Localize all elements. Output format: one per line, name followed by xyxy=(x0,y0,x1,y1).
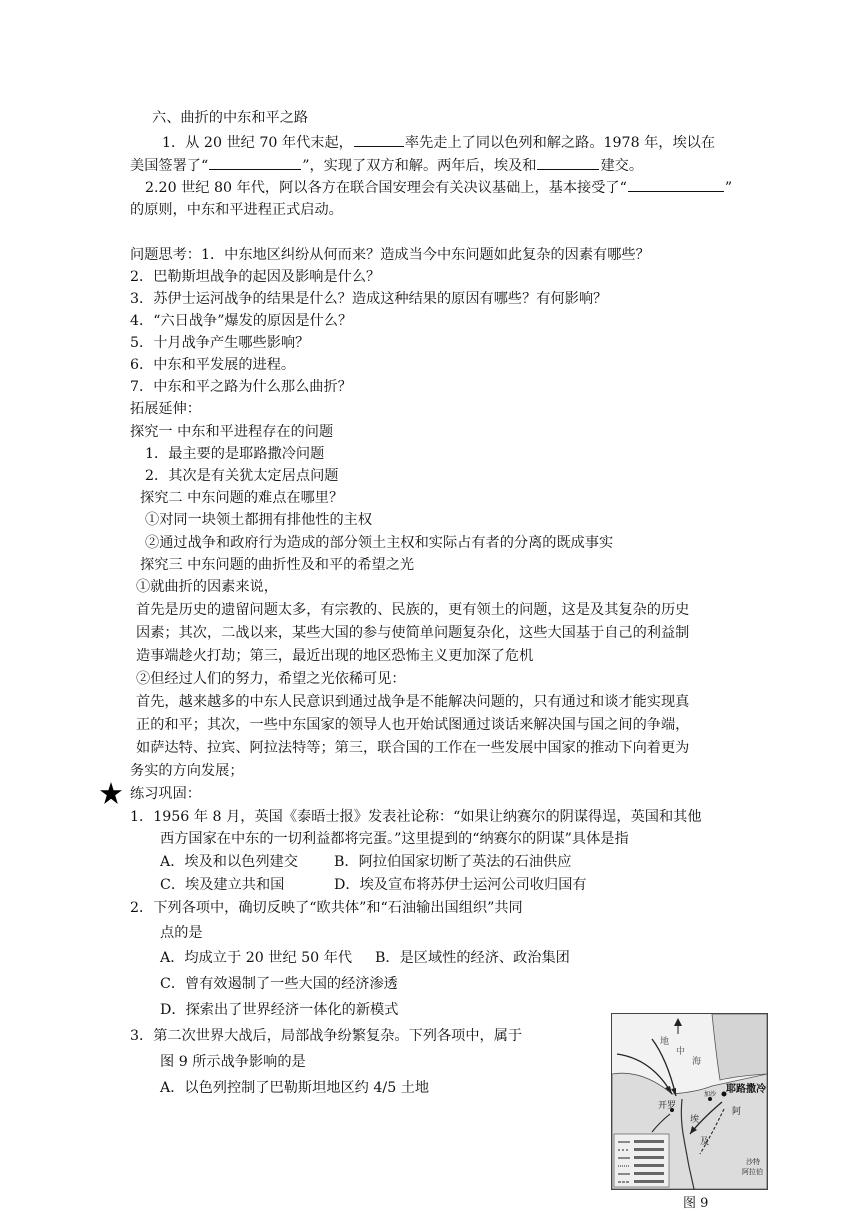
question-line-7: 7．中东和平之路为什么那么曲折？ xyxy=(130,379,352,395)
q3-option-a[interactable]: A．以色列控制了巴勒斯坦地区约 4/5 土地 xyxy=(160,1080,430,1096)
p1-text-d: ”，实现了双方和解。两年后，埃及和 xyxy=(302,158,537,174)
inquiry-3-para-1-line-2: 因素；其次，二战以来，某些大国的参与使简单问题复杂化，这些大国基于自己的利益制 xyxy=(136,625,690,641)
q1-option-c[interactable]: C．埃及建立共和国 xyxy=(160,877,285,893)
q1-line-2: 西方国家在中东的一切利益都将完蛋。”这里提到的“纳赛尔的阴谋”具体是指 xyxy=(160,831,629,847)
map-label-arab: 阿 xyxy=(732,1107,742,1117)
section-title: 六、曲折的中东和平之路 xyxy=(152,110,309,126)
inquiry-1-title: 探究一 中东和平进程存在的问题 xyxy=(130,424,334,440)
map-label-jerusalem: 耶路撒冷 xyxy=(726,1084,766,1095)
q2-option-b[interactable]: B．是区域性的经济、政治集团 xyxy=(375,950,570,966)
fill-paragraph-2-line-2: 的原则，中东和平进程正式启动。 xyxy=(130,202,343,218)
map-label-gaza: 加沙 xyxy=(704,1091,717,1098)
q2-option-d[interactable]: D．探索出了世界经济一体化的新模式 xyxy=(160,1002,399,1018)
inquiry-3-para-1-line-3: 造事端趁火打劫；第三，最近出现的地区恐怖主义更加深了危机 xyxy=(136,648,534,664)
fill-paragraph-1-line-1 xyxy=(162,132,715,153)
p1-text-a: 1．从 20 世纪 70 年代末起， xyxy=(162,135,353,151)
inquiry-3-sub-2: ②但经过人们的努力，希望之光依稀可见： xyxy=(136,671,406,687)
map-label-egypt-1: 埃 xyxy=(690,1115,700,1125)
practice-title: 练习巩固： xyxy=(130,786,201,802)
p1-text-c: 美国签署了“ xyxy=(130,158,209,174)
q2-option-c[interactable]: C．曾有效遏制了一些大国的经济渗透 xyxy=(160,976,398,992)
map-label-sea-3: 海 xyxy=(692,1057,702,1067)
fill-paragraph-2-line-1 xyxy=(145,177,732,198)
q1-line-1: 1．1956 年 8 月，英国《泰晤士报》发表社论称：“如果让纳赛尔的阴谋得逞，英国和其他 xyxy=(130,809,702,825)
inquiry-2-item-2: ②通过战争和政府行为造成的部分领土主权和实际占有者的分离的既成事实 xyxy=(145,535,614,551)
q2-line-2: 点的是 xyxy=(160,925,203,941)
q2-line-1: 2．下列各项中，确切反映了“欧共体”和“石油输出国组织”共同 xyxy=(130,900,523,916)
map-label-saudi: 沙特 xyxy=(746,1158,760,1166)
p1-text-e: 建交。 xyxy=(600,158,644,174)
p2-text-a: 2.20 世纪 80 年代，阿以各方在联合国安理会有关决议基础上，基本接受了“ xyxy=(145,180,627,196)
map-label-sea-2: 中 xyxy=(676,1047,686,1057)
q1-option-d[interactable]: D．埃及宣布将苏伊士运河公司收归国有 xyxy=(334,877,587,893)
question-line-4: 4．“六日战争”爆发的原因是什么？ xyxy=(130,313,353,329)
question-line-2: 2．巴勒斯坦战争的起因及影响是什么？ xyxy=(130,269,381,285)
answer-blank-4[interactable] xyxy=(628,177,724,192)
question-line-3: 3．苏伊士运河战争的结果是什么？造成这种结果的原因有哪些？有何影响？ xyxy=(130,291,608,307)
q1-option-a[interactable]: A．埃及和以色列建交 xyxy=(160,854,298,870)
inquiry-3-para-2-line-1: 首先，越来越多的中东人民意识到通过战争是不能解决问题的，只有通过和谈才能实现真 xyxy=(136,694,690,710)
map-label-cairo: 开罗 xyxy=(658,1101,677,1111)
answer-blank-2[interactable] xyxy=(209,155,301,170)
inquiry-2-item-1: ①对同一块领土都拥有排他性的主权 xyxy=(145,512,373,528)
p2-text-b: ” xyxy=(724,180,733,196)
answer-blank-1[interactable] xyxy=(354,132,404,147)
question-line-5: 5．十月战争产生哪些影响？ xyxy=(130,335,310,351)
inquiry-3-para-1-line-1: 首先是历史的遗留问题太多，有宗教的、民族的，更有领土的问题，这是及其复杂的历史 xyxy=(136,602,690,618)
inquiry-3-title: 探究三 中东问题的曲折性及和平的希望之光 xyxy=(140,557,415,573)
inquiry-3-para-2-line-2: 正的和平；其次，一些中东国家的领导人也开始试图通过谈话来解决国与国之间的争端， xyxy=(136,717,690,733)
map-label-egypt-2: 及 xyxy=(700,1137,710,1147)
fill-paragraph-1-line-2 xyxy=(130,155,643,176)
p1-text-b: 率先走上了同以色列和解之路。1978 年，埃以在 xyxy=(404,135,716,151)
map-label-arabia: 阿拉伯 xyxy=(742,1168,763,1176)
question-line-6: 6．中东和平发展的进程。 xyxy=(130,357,296,373)
inquiry-3-para-2-line-4: 务实的方向发展； xyxy=(130,763,244,779)
inquiry-1-item-1: 1．最主要的是耶路撒冷问题 xyxy=(145,446,325,462)
q2-option-a[interactable]: A．均成立于 20 世纪 50 年代 xyxy=(160,950,353,966)
inquiry-3-para-2-line-3: 如萨达特、拉宾、阿拉法特等；第三，联合国的工作在一些发展中国家的推动下向着更为 xyxy=(136,740,690,756)
q3-line-1: 3．第二次世界大战后，局部战争纷繁复杂。下列各项中，属于 xyxy=(130,1028,523,1044)
war-map-graphic xyxy=(612,1014,767,1189)
inquiry-3-sub-1: ①就曲折的因素来说， xyxy=(136,579,278,595)
star-icon xyxy=(100,782,122,804)
question-line-1: 问题思考：1．中东地区纠纷从何而来？造成当今中东问题如此复杂的因素有哪些？ xyxy=(130,247,650,263)
war-map-figure xyxy=(611,1013,768,1190)
inquiry-2-title: 探究二 中东问题的难点在哪里？ xyxy=(140,490,344,506)
answer-blank-3[interactable] xyxy=(537,155,599,170)
map-label-sea-1: 地 xyxy=(660,1037,670,1047)
q1-option-b[interactable]: B．阿拉伯国家切断了英法的石油供应 xyxy=(334,854,572,870)
extension-title: 拓展延伸： xyxy=(130,401,201,417)
q3-line-2: 图 9 所示战争影响的是 xyxy=(160,1054,306,1070)
inquiry-1-item-2: 2．其次是有关犹太定居点问题 xyxy=(145,468,339,484)
figure-caption: 图 9 xyxy=(683,1196,709,1211)
